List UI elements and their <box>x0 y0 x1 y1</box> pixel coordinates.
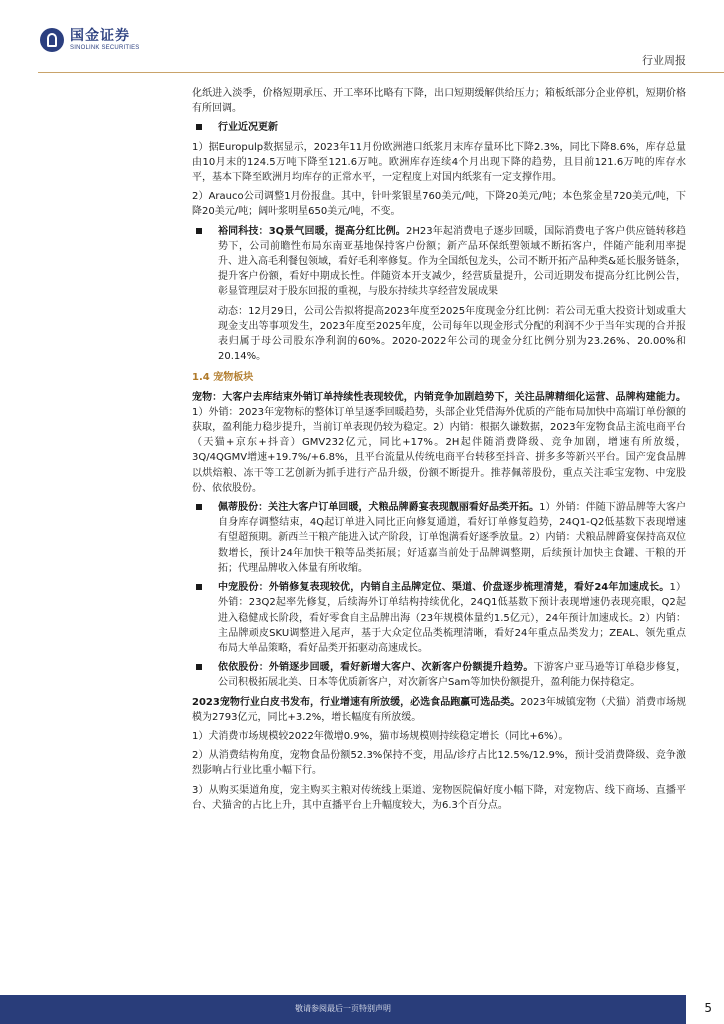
industry-update-heading: 行业近况更新 <box>192 120 686 135</box>
pet-overview-paragraph <box>192 390 686 496</box>
pet-section-heading: 1.4 宠物板块 <box>192 372 254 384</box>
whitepaper-item-2: 2）从消费结构角度，宠物食品份额52.3%保持不变，用品/诊疗占比12.5%/12.9%，预计受消费降级、竞争激烈影响占行业比重小幅下行。 <box>192 750 686 777</box>
yuto-tech-body: 2H23年起消费电子逐步回暖，国际消费电子客户供应链转移趋势下，公司前瞻性布局东南亚基地保持客户份额；新产品环保纸塑领域不断拓客户，伴随产能利用率提升、进入高毛利餐包领域，看好毛利率修复。作为全国纸包龙头，公司不断开拓产品种类&延长服务链条，提升客户份额，看好中期成长性。伴随资本开支减少，经营质量提升，公司近期发布提高分红比例公告，彰显管理层对于股东回报的重视，与股东持续共享经营发展成果 <box>218 225 687 298</box>
whitepaper-lead: 2023宠物行业白皮书发布，行业增速有所放缓，必选食品跑赢可选品类。 <box>192 696 521 708</box>
wanpy-body: 1）外销：23Q2起率先修复，后续海外订单结构持续优化，24Q1低基数下预计表现增速仍表现亮眼，Q2起进入稳健成长阶段，看好零食自主品牌出海（23年规模体量约1.5亿元），24年预计加速成长。2）内销：主品牌顽皮SKU调整进入尾声，基于大众定位品类梳理清晰，看好24年重点品类发力；ZEAL、领先重点布局大单品策略，看好品类开拓驱动高速成长。 <box>218 582 686 654</box>
header-divider <box>38 72 724 73</box>
sinolink-logo-icon <box>40 28 64 52</box>
report-body <box>192 86 686 817</box>
yiyi-body: 下游客户亚马逊等订单稳步修复，公司积极拓展北美、日本等优质新客户，对次新客户Sam等加快份额提升，盈利能力保持稳定。 <box>218 662 687 689</box>
yuto-tech-dynamic: 动态：12月29日，公司公告拟将提高2023年度至2025年度现金分红比例：若公司无重大投资计划或重大现金支出等事项发生，2023年度至2025年度，公司每年以现金形式分配的利润不少于当年实现的合并报表归属于母公司股东净利润的60%。2020-2022年公司的现金分红比例分别为23.26%、20.00%和20.14%。 <box>218 305 686 363</box>
petpal-body: 1）外销：伴随下游品牌等大客户自身库存调整结束，4Q起订单进入同比正向修复通道，看好订单修复趋势，24Q1-Q2低基数下表现增速有望超预期。新西兰干粮产能进入试产阶段，订单饱满看好逐季放量。2）内销：犬粮品牌爵宴保持高双位数增长，预计24年加快干粮等品类拓展；好适嘉当前处于品牌调整期，后续预计加快主食罐、干粮的开拓；代理品牌收入体量有所收缩。 <box>218 502 686 574</box>
petpal-section <box>192 500 686 576</box>
whitepaper-item-1: 1）犬消费市场规模较2022年微增0.9%，猫市场规模则持续稳定增长（同比+6%）。 <box>192 730 569 742</box>
yuto-tech-title: 裕同科技：3Q景气回暖，提高分红比例。 <box>218 225 406 237</box>
square-bullet-icon <box>196 504 202 510</box>
whitepaper-paragraph <box>192 695 686 725</box>
logo-chinese-name: 国金证券 <box>70 28 130 44</box>
pulp-inventory-paragraph: 1）据Europulp数据显示，2023年11月份欧洲港口纸浆月末库存量环比下降2.3%，同比下降8.6%，库存总量由10月末的124.5万吨下降至121.6万吨。欧洲库存连续4个月出现下降的趋势，且目前121.6万吨的库存水平，基本下降至欧洲月均库存的正常水平，一定程度上对国内纸浆有一定支撑作用。 <box>192 141 686 184</box>
whitepaper-body: 2023年城镇宠物（犬猫）消费市场规模为2793亿元，同比+3.2%，增长幅度有所放缓。 <box>192 696 686 723</box>
arauco-price-paragraph: 2）Arauco公司调整1月份报盘。其中，针叶浆银星760美元/吨，下降20美元/吨；本色浆金星720美元/吨，下降20美元/吨；阔叶浆明星650美元/吨，不变。 <box>192 191 686 218</box>
yuto-tech-section <box>192 224 686 300</box>
page-number: 5 <box>704 1001 712 1015</box>
pet-overview-body: 1）外销：2023年宠物标的整体订单呈逐季回暖趋势，头部企业凭借海外优质的产能布局加快中高端订单份额的获取，盈利能力稳步提升，当前订单表现仍较为稳定。2）内销：根据久谦数据，2023年宠物食品主流电商平台（天猫+京东+抖音）GMV232亿元，同比+17%。2H起伴随消费降级、竞争加剧，增速有所放缓，3Q/4QGMV增速+19.7%/+6.8%，且平台流量从传统电商平台转移至抖音、拼多多等新兴平台。国产宠食品牌以烘焙粮、冻干等工艺创新为抓手进行产品升级，份额不断提升。推荐佩蒂股份，重点关注乖宝宠物、中宠股份、依依股份。 <box>192 406 686 494</box>
report-type-label: 行业周报 <box>642 54 686 67</box>
yiyi-title: 依依股份：外销逐步回暖，看好新增大客户、次新客户份额提升趋势。 <box>218 662 534 674</box>
square-bullet-icon <box>196 228 202 234</box>
yiyi-section <box>192 660 686 690</box>
logo-english-name: SINOLINK SECURITIES <box>70 45 140 51</box>
disclaimer-note: 敬请参阅最后一页特别声明 <box>295 1004 391 1013</box>
pet-overview-lead: 宠物：大客户去库结束外销订单持续性表现较优，内销竞争加剧趋势下，关注品牌精细化运营、品牌构建能力。 <box>192 391 686 403</box>
wanpy-title: 中宠股份：外销修复表现较优，内销自主品牌定位、渠道、价盘逐步梳理清楚，看好24年加速成长。 <box>218 582 670 594</box>
square-bullet-icon <box>196 124 202 130</box>
whitepaper-item-3: 3）从购买渠道角度，宠主购买主粮对传统线上渠道、宠物医院偏好度小幅下降，对宠物店、线下商场、直播平台、犬猫舍的占比上升，其中直播平台上升幅度较大，为6.3个百分点。 <box>192 784 686 811</box>
square-bullet-icon <box>196 584 202 590</box>
intro-paragraph: 化纸进入淡季，价格短期承压、开工率环比略有下降，出口短期缓解供给压力；箱板纸部分企业停机，短期价格有所回调。 <box>192 88 686 115</box>
petpal-title: 佩蒂股份：关注大客户订单回暖，犬粮品牌爵宴表现靓丽看好品类开拓。 <box>218 502 540 514</box>
page-header <box>0 0 724 80</box>
square-bullet-icon <box>196 664 202 670</box>
company-logo <box>40 28 139 52</box>
wanpy-section <box>192 580 686 656</box>
page-footer <box>0 995 724 1024</box>
